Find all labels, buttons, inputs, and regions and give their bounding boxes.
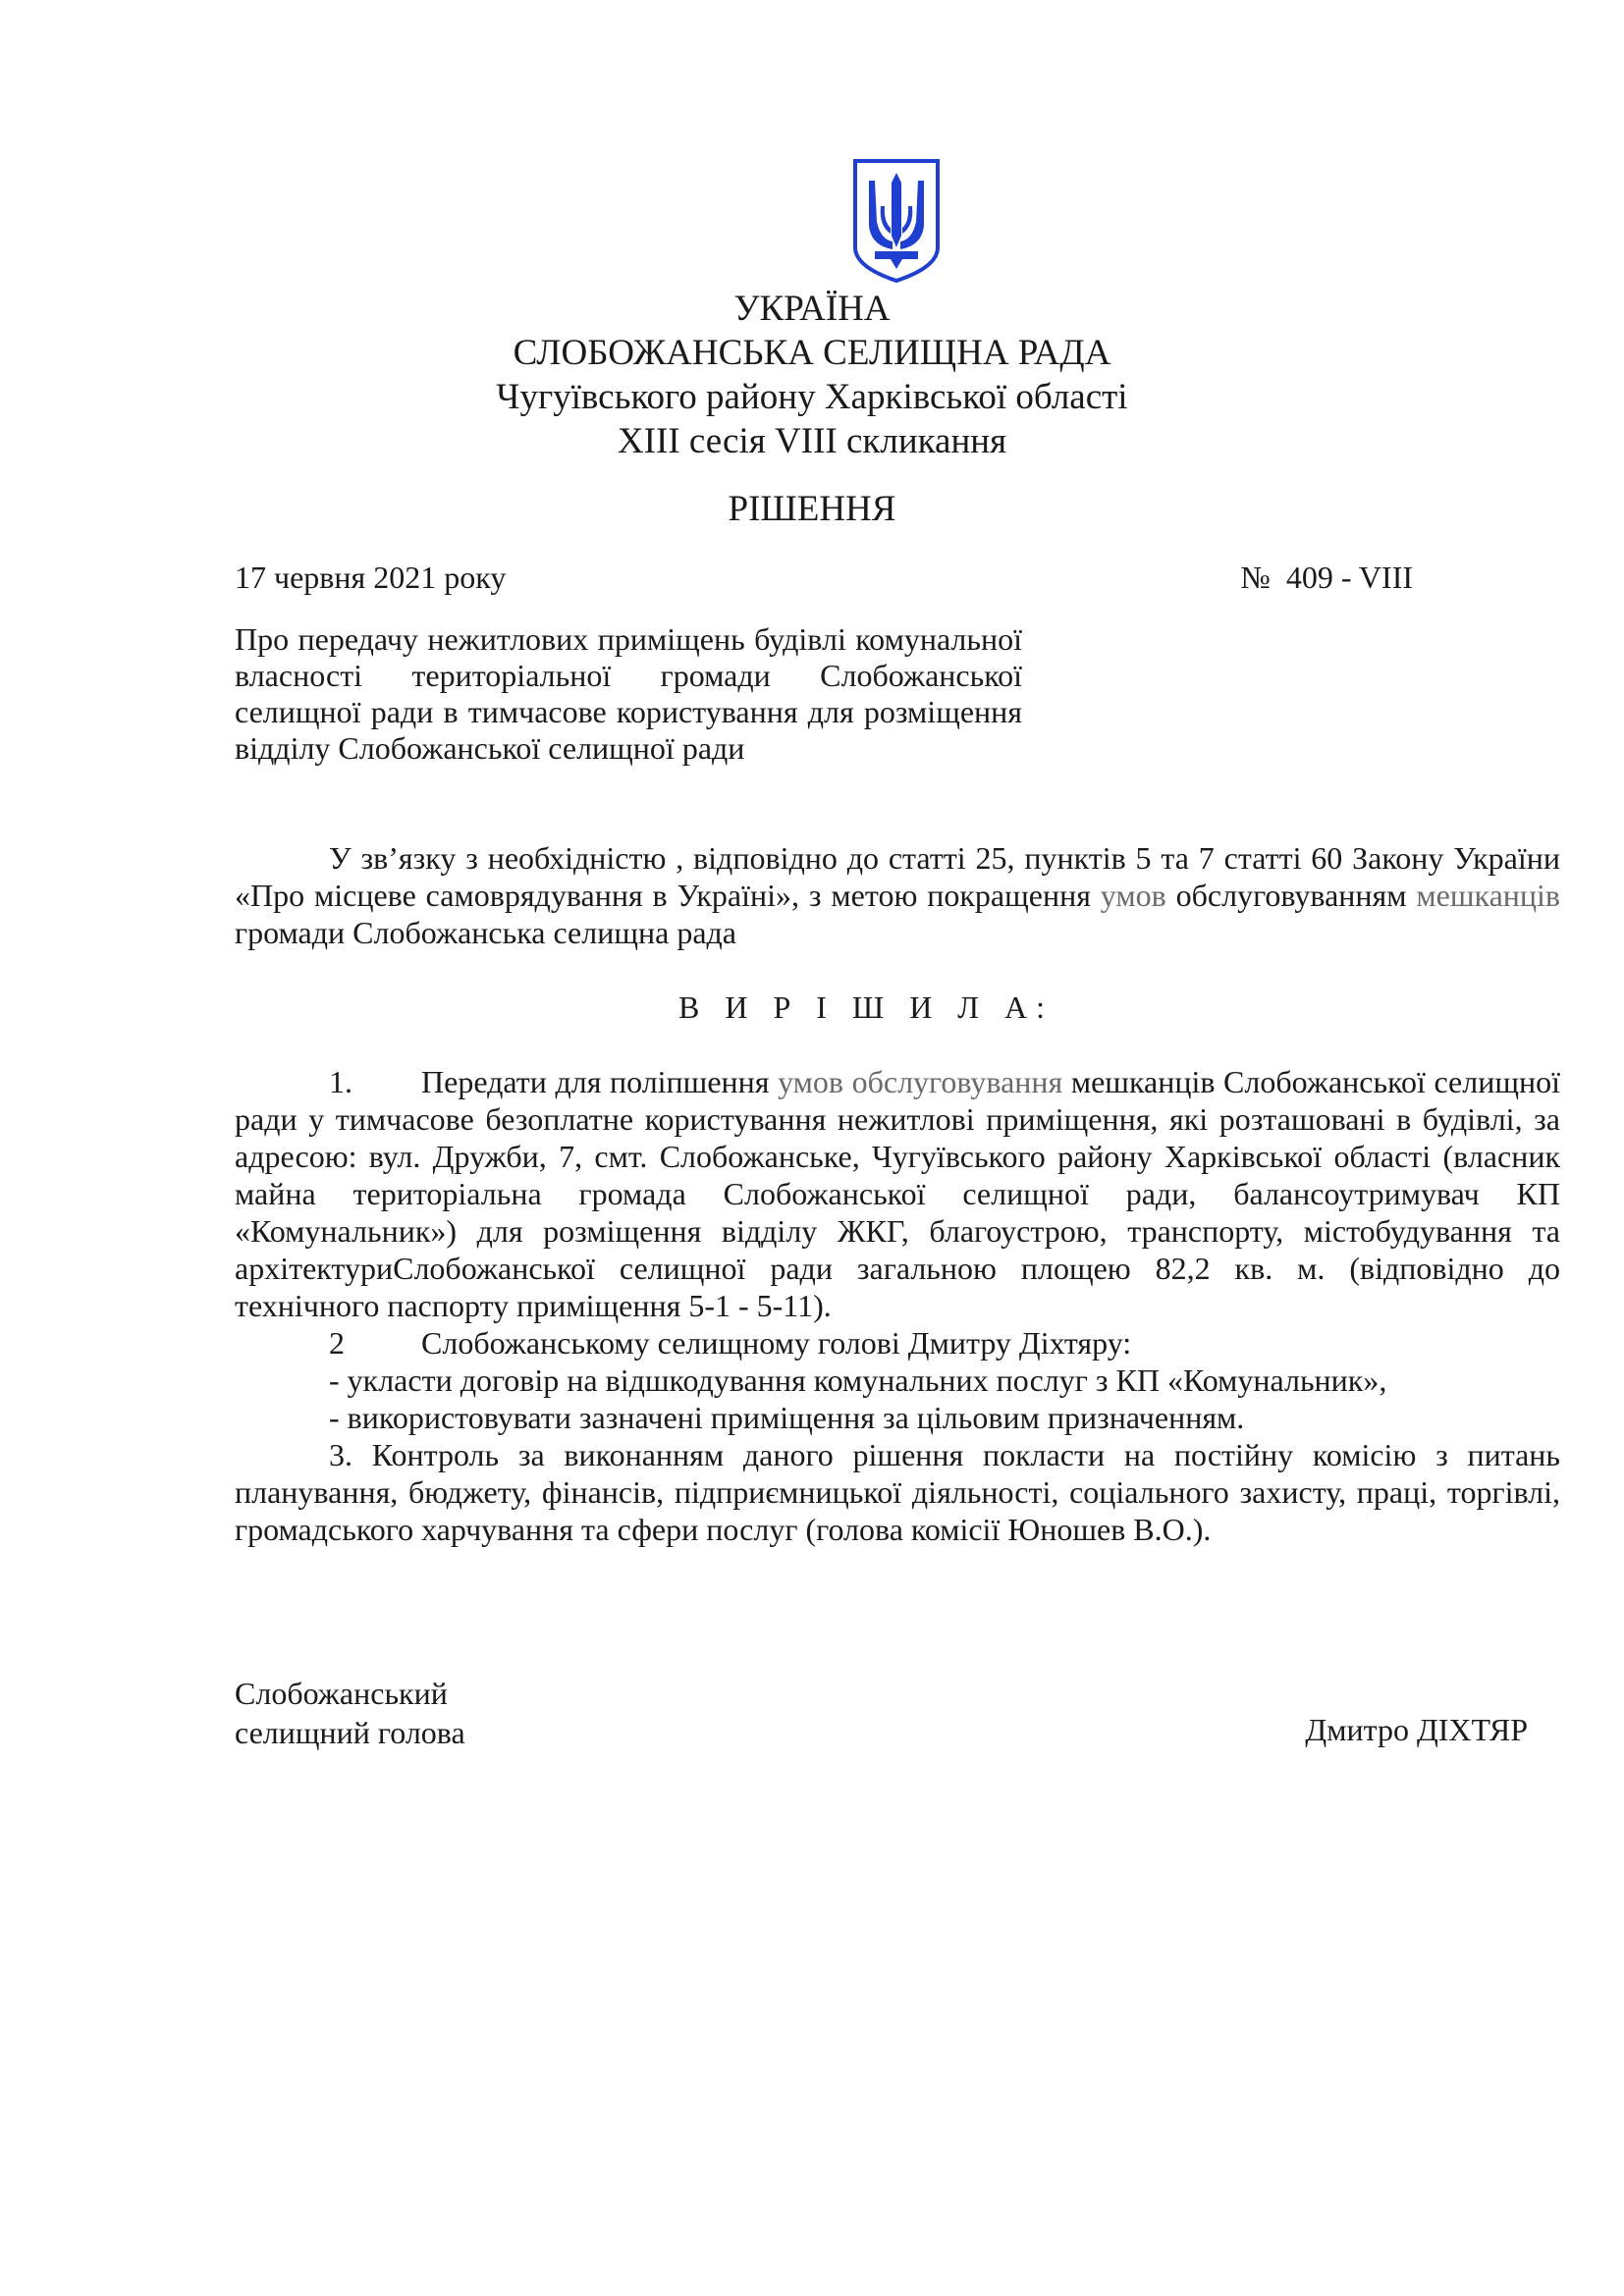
item-1-number: 1. (329, 1064, 352, 1099)
preamble-text-2: обслуговуванням (1165, 878, 1417, 913)
decision-date: 17 червня 2021 року (235, 560, 507, 595)
document-header (0, 287, 1624, 463)
header-district: Чугуївського району Харківської області (496, 377, 1128, 417)
preamble-highlight-1: умов (1100, 878, 1166, 913)
header-country: УКРАЇНА (733, 289, 891, 329)
decision-item-1 (235, 1063, 1560, 1324)
decision-subject: Про передачу нежитлових приміщень будівлі комунальної власності територіальної громади Слобожанської селищної ради в тимчасове користування для розміщення відділу Слобожанської селищної ради (235, 621, 1022, 766)
decision-item-2 (235, 1324, 1560, 1362)
preamble (235, 839, 1560, 951)
tryzub-icon (851, 157, 942, 285)
document-title: РІШЕННЯ (728, 489, 896, 529)
signature-name: Дмитро ДІХТЯР (1305, 1712, 1528, 1747)
item-1-text-2: мешканців Слобожанської селищної ради у тимчасове безоплатне користування нежитлові приміщення, які розташовані в будівлі, за адресою: вул. Дружби, 7, смт. Слобожанське, Чугуївського району Харківської області (власник майна територіальна громада Слобожанської селищної ради, балансоутримувач КП «Комунальник») для розміщення відділу ЖКГ, благоустрою, транспорту, містобудування та архітектуриСлобожанської селищної ради загальною площею 82,2 кв. м. (відповідно до технічного паспорту приміщення 5-1 - 5-11). (235, 1064, 1561, 1323)
preamble-text-3: громади Слобожанська селищна рада (235, 915, 736, 950)
item-1-highlight: умов обслуговування (778, 1064, 1063, 1099)
decision-items (235, 1063, 1560, 1548)
item-2-number: 2 (329, 1325, 345, 1361)
signature-position (235, 1674, 465, 1752)
signature-position-line-1: Слобожанський (235, 1676, 448, 1711)
item-2-subitem-1: - укласти договір на відшкодування комунальних послуг з КП «Комунальник», (329, 1362, 1387, 1398)
header-session: XIII сесія VIII скликання (617, 421, 1007, 461)
resolved-heading: В И Р І Ш И Л А: (678, 989, 1054, 1025)
coat-of-arms-svg (851, 157, 942, 285)
signature-position-line-2: селищний голова (235, 1715, 465, 1750)
decision-number: № 409 - VIII (1240, 560, 1413, 595)
item-1-text-1: Передати для поліпшення (421, 1064, 779, 1099)
item-2-subitem-2: - використовувати зазначені приміщення за цільовим призначенням. (329, 1400, 1245, 1435)
item-2-text: Слобожанському селищному голові Дмитру Діхтяру: (421, 1325, 1132, 1361)
preamble-highlight-2: мешканців (1416, 878, 1561, 913)
decision-item-3: 3. Контроль за виконанням даного рішення покласти на постійну комісію з питань планування, бюджету, фінансів, підприємницької діяльності, соціального захисту, праці, торгівлі, громадського харчування та сфери послуг (голова комісії Юношев В.О.). (235, 1437, 1560, 1547)
header-council: СЛОБОЖАНСЬКА СЕЛИЩНА РАДА (513, 333, 1111, 373)
preamble-text-1: У зв’язку з необхідністю , відповідно до статті 25, пунктів 5 та 7 статті 60 Закону України «Про місцеве самоврядування в Україні», з метою покращення (235, 840, 1560, 913)
